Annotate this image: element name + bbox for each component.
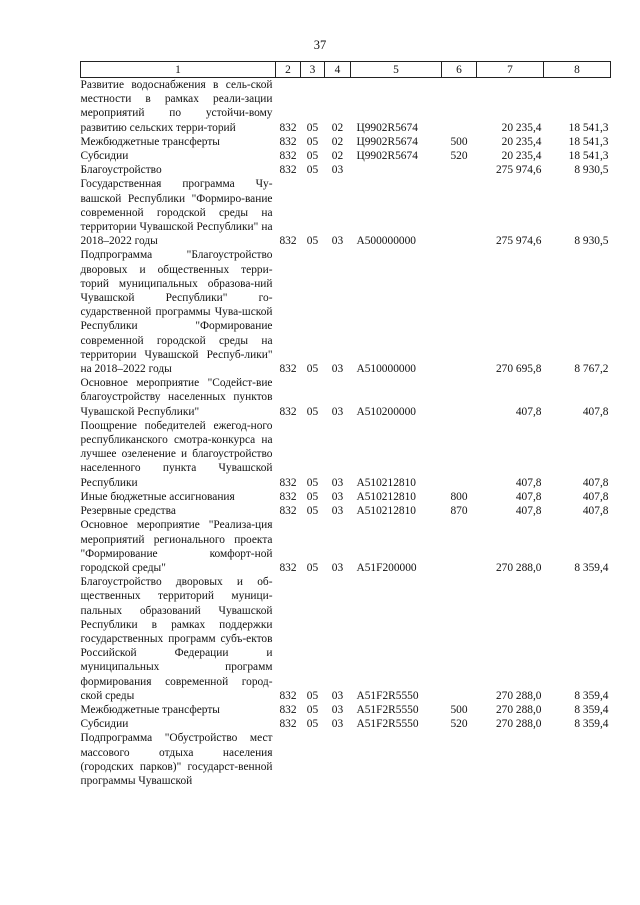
amount-col8: 407,8	[582, 476, 609, 489]
amount-col8: 8 930,5	[574, 235, 609, 248]
ministry-code: 832	[279, 235, 297, 248]
section-code: 05	[306, 150, 319, 163]
table-row	[81, 504, 611, 518]
row-name: Развитие водоснабжения в сель-ской местности в рамках реали-зации мероприятий по устойчи-вому развитию сельских терри-торий	[80, 79, 273, 134]
expense-type-code	[442, 575, 477, 703]
page-number: 37	[313, 38, 327, 52]
amount-col7: 270 288,0	[495, 689, 542, 702]
subsection-code: 03	[331, 703, 344, 716]
ministry-code	[276, 731, 301, 788]
table-row	[81, 575, 611, 703]
section-code: 05	[306, 121, 319, 134]
subsection-code	[325, 731, 351, 788]
column-header: 7	[477, 62, 544, 78]
table-row	[81, 177, 611, 248]
amount-col7: 20 235,4	[501, 121, 542, 134]
row-name: Резервные средства	[80, 505, 176, 518]
expense-type-code: 520	[450, 150, 468, 163]
row-name: Поощрение победителей ежегод-ного республиканского смотра-конкурса на лучшее озеленение и благоустройство населенного пункта Чувашской Республики	[80, 419, 273, 489]
target-article-code: А510212810	[356, 505, 416, 518]
row-name: Межбюджетные трансферты	[80, 135, 220, 148]
amount-col7: 407,8	[515, 405, 542, 418]
column-header: 6	[442, 62, 477, 78]
target-article-code: А510212810	[356, 490, 416, 503]
target-article-code: А51F2R5550	[356, 718, 419, 731]
row-name: Благоустройство дворовых и об-щественных территорий муници-пальных образований Чувашской Республики в рамках поддержки государственных программ субъ-ектов Российской Федерации и муниципальных программ формирования современной город-ской среды	[80, 576, 273, 702]
expense-type-code	[442, 518, 477, 575]
budget-table	[80, 61, 611, 788]
target-article-code: А510212810	[356, 476, 416, 489]
subsection-code: 03	[331, 505, 344, 518]
ministry-code: 832	[279, 561, 297, 574]
column-header: 5	[351, 62, 442, 78]
section-code: 05	[306, 476, 319, 489]
table-header-row	[81, 62, 611, 78]
amount-col8	[544, 731, 611, 788]
target-article-code	[351, 163, 442, 177]
section-code: 05	[306, 363, 319, 376]
ministry-code: 832	[279, 505, 297, 518]
amount-col7	[477, 731, 544, 788]
column-header: 1	[81, 62, 276, 78]
amount-col7: 407,8	[515, 505, 542, 518]
column-header: 8	[544, 62, 611, 78]
row-name: Подпрограмма "Обустройство мест массового отдыха населения (городских парков)" государст-венной программы Чувашской	[80, 732, 273, 787]
target-article-code: А51F2R5550	[356, 703, 419, 716]
column-header: 2	[276, 62, 301, 78]
table-row	[81, 78, 611, 135]
amount-col7: 20 235,4	[501, 135, 542, 148]
ministry-code: 832	[279, 164, 297, 177]
amount-col7: 407,8	[515, 490, 542, 503]
expense-type-code: 520	[450, 718, 468, 731]
amount-col8: 8 359,4	[574, 561, 609, 574]
amount-col8: 407,8	[582, 505, 609, 518]
subsection-code: 03	[331, 490, 344, 503]
amount-col8: 8 359,4	[574, 718, 609, 731]
row-name: Субсидии	[80, 150, 129, 163]
row-name: Благоустройство	[80, 164, 162, 177]
target-article-code: А510200000	[356, 405, 416, 418]
amount-col8: 8 767,2	[574, 363, 609, 376]
subsection-code: 03	[331, 363, 344, 376]
expense-type-code: 870	[450, 505, 468, 518]
ministry-code: 832	[279, 703, 297, 716]
expense-type-code	[442, 248, 477, 376]
target-article-code: А51F200000	[356, 561, 417, 574]
target-article-code: Ц9902R5674	[356, 135, 418, 148]
ministry-code: 832	[279, 121, 297, 134]
row-name: Субсидии	[80, 718, 129, 731]
ministry-code: 832	[279, 150, 297, 163]
section-code: 05	[306, 490, 319, 503]
subsection-code: 02	[331, 121, 344, 134]
expense-type-code	[442, 78, 477, 135]
ministry-code: 832	[279, 135, 297, 148]
row-name: Подпрограмма "Благоустройство дворовых и общественных терри-торий муниципальных образова-ний Чувашской Республики" го-сударственной программы Чува-шской Республики "Формирование современной городской среды на территории Чувашской Респуб-лики" на 2018–2022 годы	[80, 249, 273, 376]
target-article-code: А51F2R5550	[356, 689, 419, 702]
subsection-code: 03	[331, 718, 344, 731]
section-code: 05	[306, 505, 319, 518]
section-code	[301, 731, 325, 788]
subsection-code: 03	[331, 561, 344, 574]
table-row	[81, 518, 611, 575]
table-row	[81, 703, 611, 717]
expense-type-code	[442, 376, 477, 419]
table-row	[81, 717, 611, 731]
section-code: 05	[306, 561, 319, 574]
table-row	[81, 149, 611, 163]
section-code: 05	[306, 703, 319, 716]
subsection-code: 03	[331, 405, 344, 418]
table-row	[81, 376, 611, 419]
amount-col8: 8 359,4	[574, 689, 609, 702]
amount-col7: 270 288,0	[495, 561, 542, 574]
ministry-code: 832	[279, 490, 297, 503]
subsection-code: 03	[331, 476, 344, 489]
column-header: 3	[301, 62, 325, 78]
target-article-code	[351, 731, 442, 788]
section-code: 05	[306, 235, 319, 248]
row-name: Основное мероприятие "Содейст-вие благоустройству населенных пунктов Чувашской Республики"	[80, 377, 273, 418]
amount-col7: 407,8	[515, 476, 542, 489]
amount-col7: 270 288,0	[495, 718, 542, 731]
subsection-code: 02	[331, 135, 344, 148]
subsection-code: 02	[331, 150, 344, 163]
amount-col7: 275 974,6	[495, 235, 542, 248]
ministry-code: 832	[279, 363, 297, 376]
amount-col8: 407,8	[582, 490, 609, 503]
amount-col8: 407,8	[582, 405, 609, 418]
section-code: 05	[306, 405, 319, 418]
section-code: 05	[306, 689, 319, 702]
ministry-code: 832	[279, 689, 297, 702]
table-body	[81, 78, 611, 789]
table-row	[81, 135, 611, 149]
row-name: Межбюджетные трансферты	[80, 703, 220, 716]
expense-type-code: 800	[450, 490, 468, 503]
ministry-code: 832	[279, 718, 297, 731]
amount-col7: 20 235,4	[501, 150, 542, 163]
subsection-code: 03	[331, 689, 344, 702]
expense-type-code: 500	[450, 703, 468, 716]
amount-col7: 270 695,8	[495, 363, 542, 376]
table-row	[81, 490, 611, 504]
expense-type-code: 500	[450, 135, 468, 148]
section-code: 05	[306, 164, 319, 177]
target-article-code: Ц9902R5674	[356, 121, 418, 134]
target-article-code: А510000000	[356, 363, 416, 376]
amount-col8: 18 541,3	[568, 121, 609, 134]
table-row	[81, 248, 611, 376]
expense-type-code	[442, 419, 477, 490]
expense-type-code	[442, 731, 477, 788]
amount-col7: 275 974,6	[495, 164, 542, 177]
expense-type-code	[442, 177, 477, 248]
subsection-code: 03	[331, 235, 344, 248]
target-article-code: А500000000	[356, 235, 416, 248]
column-header: 4	[325, 62, 351, 78]
row-name: Иные бюджетные ассигнования	[80, 490, 235, 503]
ministry-code: 832	[279, 476, 297, 489]
table-row	[81, 731, 611, 788]
section-code: 05	[306, 718, 319, 731]
subsection-code: 03	[331, 164, 344, 177]
row-name: Основное мероприятие "Реализа-ция мероприятий регионального проекта "Формирование комфорт-ной городской среды"	[80, 519, 273, 574]
amount-col8: 18 541,3	[568, 135, 609, 148]
ministry-code: 832	[279, 405, 297, 418]
target-article-code: Ц9902R5674	[356, 150, 418, 163]
amount-col7: 270 288,0	[495, 703, 542, 716]
amount-col8: 8 930,5	[574, 164, 609, 177]
table-row	[81, 163, 611, 177]
amount-col8: 8 359,4	[574, 703, 609, 716]
row-name: Государственная программа Чу-вашской Республики "Формиро-вание современной городской среды на территории Чувашской Республики" на 2018–2022 годы	[80, 178, 273, 248]
section-code: 05	[306, 135, 319, 148]
table-row	[81, 419, 611, 490]
amount-col8: 18 541,3	[568, 150, 609, 163]
expense-type-code	[442, 163, 477, 177]
